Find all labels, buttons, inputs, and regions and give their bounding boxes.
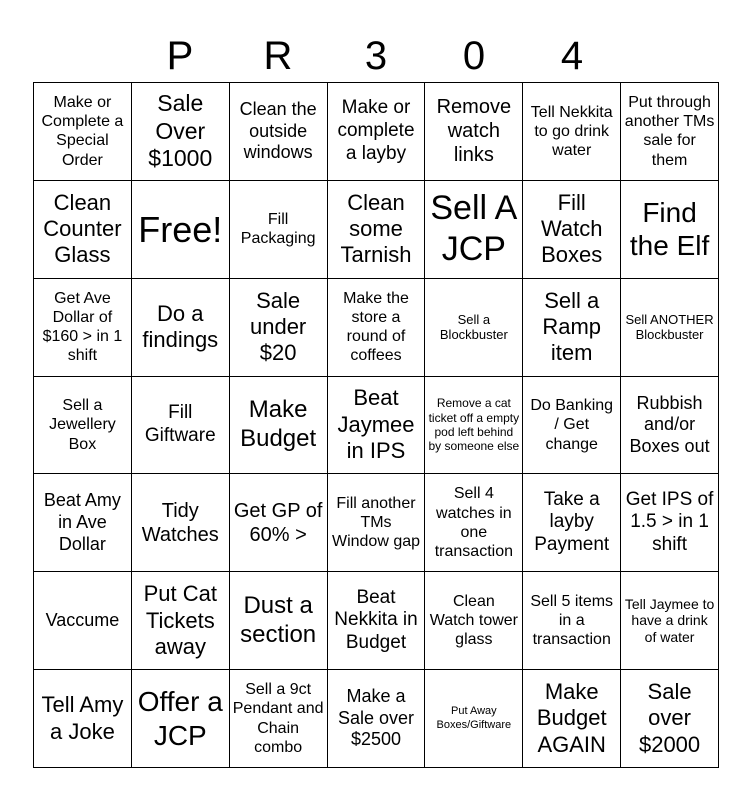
bingo-cell[interactable]: Sell A JCP: [425, 181, 523, 279]
bingo-cell[interactable]: Make Budget AGAIN: [523, 670, 621, 768]
header-letter: R: [263, 34, 293, 78]
bingo-cell[interactable]: Do a findings: [132, 279, 230, 377]
header-letter: 0: [462, 34, 486, 78]
bingo-cell[interactable]: Put through another TMs sale for them: [621, 83, 719, 181]
bingo-cell[interactable]: Make Budget: [230, 377, 328, 475]
bingo-cell[interactable]: Fill Giftware: [132, 377, 230, 475]
bingo-header: [33, 30, 719, 82]
bingo-cell[interactable]: Tell Nekkita to go drink water: [523, 83, 621, 181]
bingo-cell[interactable]: Clean some Tarnish: [328, 181, 426, 279]
bingo-cell[interactable]: Find the Elf: [621, 181, 719, 279]
bingo-grid: [33, 82, 719, 768]
bingo-cell[interactable]: Clean the outside windows: [230, 83, 328, 181]
bingo-cell[interactable]: Dust a section: [230, 572, 328, 670]
bingo-cell[interactable]: Sell ANOTHER Blockbuster: [621, 279, 719, 377]
bingo-cell[interactable]: Sell 5 items in a transaction: [523, 572, 621, 670]
bingo-cell[interactable]: Make the store a round of coffees: [328, 279, 426, 377]
bingo-cell[interactable]: Make a Sale over $2500: [328, 670, 426, 768]
bingo-cell[interactable]: Sale over $2000: [621, 670, 719, 768]
bingo-cell[interactable]: Get GP of 60% >: [230, 474, 328, 572]
bingo-cell[interactable]: Beat Jaymee in IPS: [328, 377, 426, 475]
header-letter: 4: [560, 34, 584, 78]
bingo-cell[interactable]: Make or Complete a Special Order: [34, 83, 132, 181]
bingo-cell[interactable]: Sell 4 watches in one transaction: [425, 474, 523, 572]
bingo-cell[interactable]: Rubbish and/or Boxes out: [621, 377, 719, 475]
bingo-cell[interactable]: Tidy Watches: [132, 474, 230, 572]
bingo-cell[interactable]: Sell a Blockbuster: [425, 279, 523, 377]
bingo-cell[interactable]: Beat Nekkita in Budget: [328, 572, 426, 670]
bingo-cell[interactable]: Sale Over $1000: [132, 83, 230, 181]
header-letter: P: [166, 34, 194, 78]
bingo-cell[interactable]: Vaccume: [34, 572, 132, 670]
bingo-cell[interactable]: Clean Watch tower glass: [425, 572, 523, 670]
bingo-cell[interactable]: Sell a 9ct Pendant and Chain combo: [230, 670, 328, 768]
bingo-cell[interactable]: Sell a Jewellery Box: [34, 377, 132, 475]
bingo-cell[interactable]: Fill Packaging: [230, 181, 328, 279]
bingo-cell[interactable]: Sell a Ramp item: [523, 279, 621, 377]
bingo-cell[interactable]: Fill another TMs Window gap: [328, 474, 426, 572]
bingo-cell[interactable]: Do Banking / Get change: [523, 377, 621, 475]
bingo-cell[interactable]: Put Away Boxes/Giftware: [425, 670, 523, 768]
bingo-cell[interactable]: Fill Watch Boxes: [523, 181, 621, 279]
bingo-cell[interactable]: Make or complete a layby: [328, 83, 426, 181]
bingo-cell[interactable]: Beat Amy in Ave Dollar: [34, 474, 132, 572]
header-letter: 3: [364, 34, 388, 78]
bingo-cell[interactable]: Remove watch links: [425, 83, 523, 181]
bingo-cell[interactable]: Offer a JCP: [132, 670, 230, 768]
bingo-cell[interactable]: Remove a cat ticket off a empty pod left behind by someone else: [425, 377, 523, 475]
bingo-cell[interactable]: Sale under $20: [230, 279, 328, 377]
bingo-cell[interactable]: Get Ave Dollar of $160 > in 1 shift: [34, 279, 132, 377]
bingo-cell[interactable]: Get IPS of 1.5 > in 1 shift: [621, 474, 719, 572]
bingo-cell[interactable]: Tell Amy a Joke: [34, 670, 132, 768]
bingo-cell[interactable]: Put Cat Tickets away: [132, 572, 230, 670]
bingo-cell[interactable]: Tell Jaymee to have a drink of water: [621, 572, 719, 670]
bingo-cell[interactable]: Take a layby Payment: [523, 474, 621, 572]
free-space-cell[interactable]: Free!: [132, 181, 230, 279]
bingo-cell[interactable]: Clean Counter Glass: [34, 181, 132, 279]
